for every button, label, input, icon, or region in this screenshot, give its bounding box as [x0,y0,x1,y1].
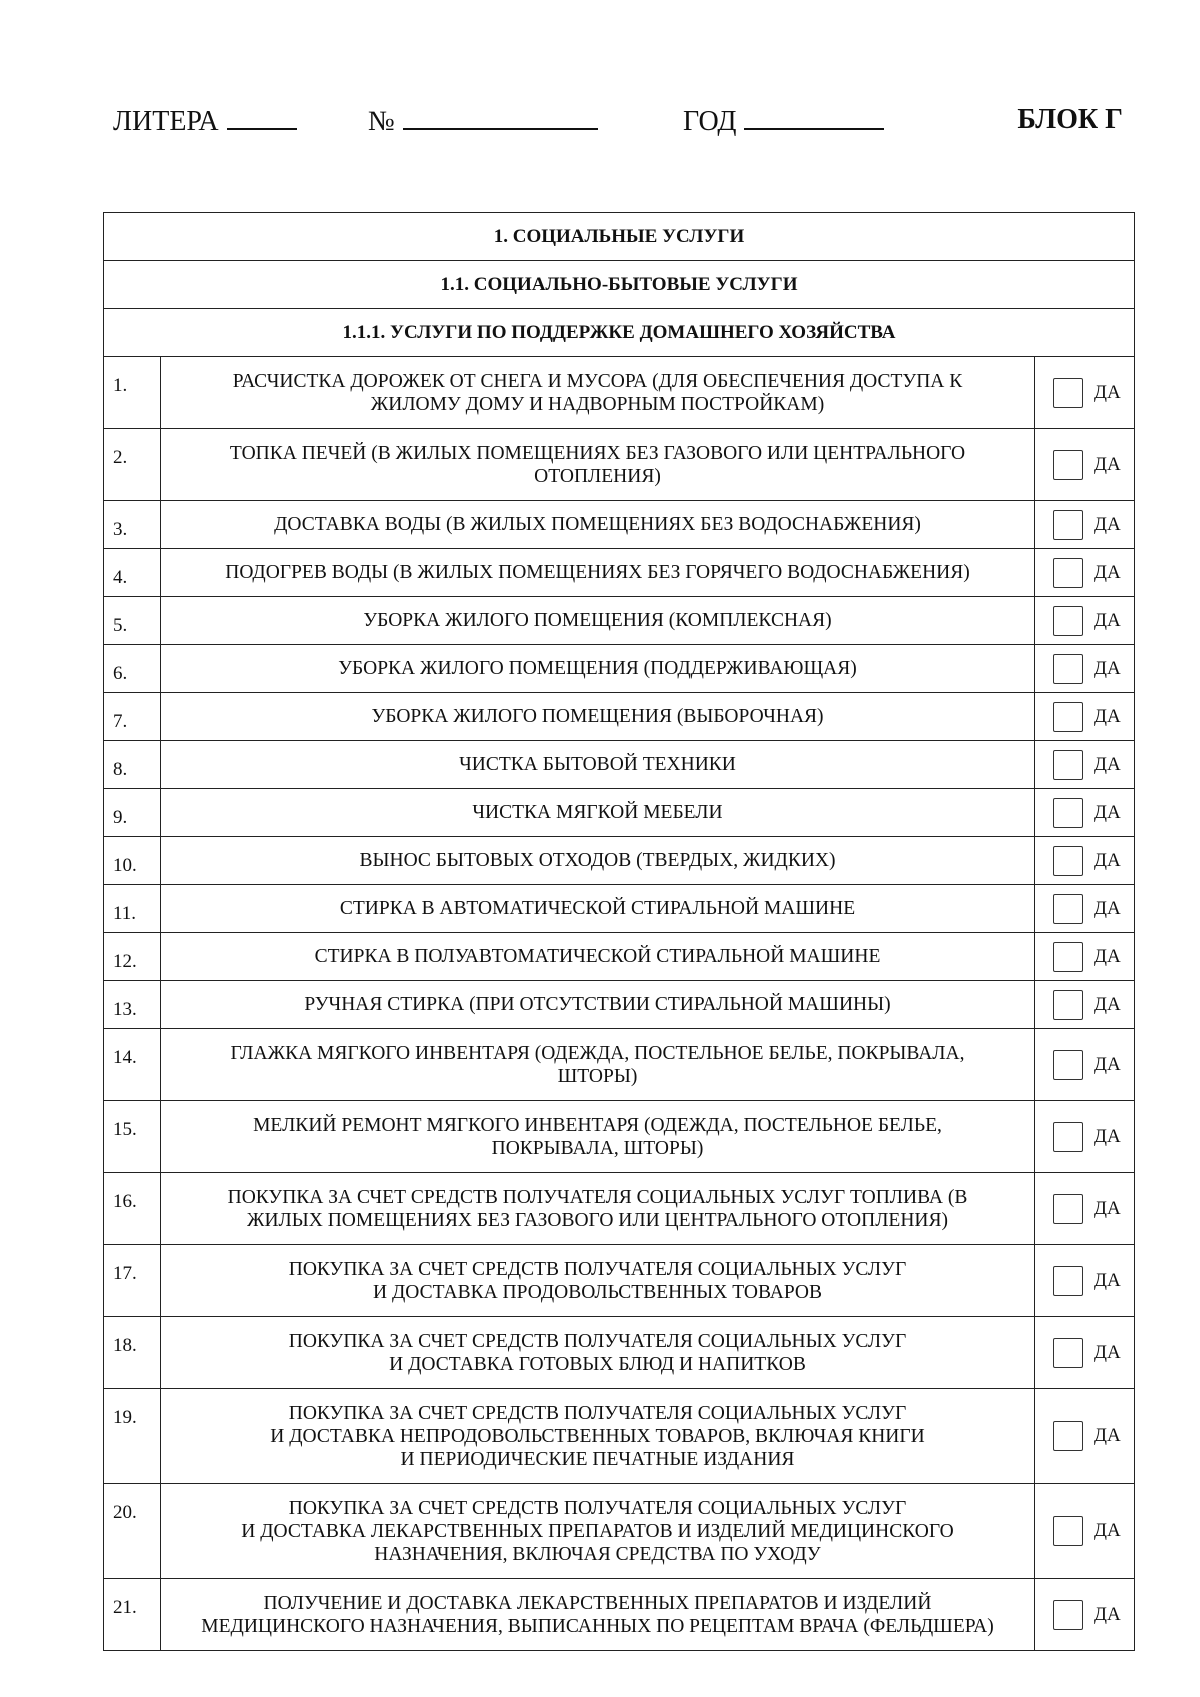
yes-label: ДА [1094,1520,1121,1541]
table-row [104,933,1135,981]
yes-checkbox[interactable] [1053,1050,1083,1080]
table-row [104,885,1135,933]
yes-option[interactable] [1035,1421,1134,1451]
yes-label: ДА [1094,801,1121,823]
yes-checkbox[interactable] [1053,702,1083,732]
table-row [104,693,1135,741]
yes-label: ДА [1094,849,1121,871]
checkbox-cell [1035,741,1135,789]
table-row [104,1317,1135,1389]
checkbox-cell [1035,1317,1135,1389]
service-description [161,645,1035,693]
table-row [104,1173,1135,1245]
description-line: И ДОСТАВКА ЛЕКАРСТВЕННЫХ ПРЕПАРАТОВ И ИЗДЕЛИЙ МЕДИЦИНСКОГО [241,1520,954,1542]
yes-checkbox[interactable] [1053,1194,1083,1224]
checkbox-cell [1035,1029,1135,1101]
checkbox-cell [1035,1389,1135,1484]
row-number: 1. [104,357,161,429]
yes-label: ДА [1094,993,1121,1015]
section-header-household-services [104,261,1135,309]
service-description [161,1317,1035,1389]
yes-option[interactable] [1035,1338,1134,1368]
service-description [161,693,1035,741]
yes-label: ДА [1094,561,1121,583]
service-description [161,837,1035,885]
yes-label: ДА [1094,1125,1121,1147]
yes-option[interactable] [1035,606,1134,636]
description-line: ШТОРЫ) [557,1065,638,1087]
yes-label: ДА [1094,1603,1121,1625]
service-description [161,549,1035,597]
row-number: 6. [104,645,161,693]
description-line: МЕЛКИЙ РЕМОНТ МЯГКОГО ИНВЕНТАРЯ (ОДЕЖДА, ПОСТЕЛЬНОЕ БЕЛЬЕ, [253,1114,942,1136]
yes-checkbox[interactable] [1053,750,1083,780]
yes-option[interactable] [1035,558,1134,588]
year-blank[interactable] [744,104,884,130]
table-row [104,981,1135,1029]
row-number: 5. [104,597,161,645]
yes-checkbox[interactable] [1053,1516,1083,1546]
year-field [683,104,884,138]
description-line: УБОРКА ЖИЛОГО ПОМЕЩЕНИЯ (КОМПЛЕКСНАЯ) [363,610,832,631]
yes-label: ДА [1094,1341,1121,1363]
description-line: ТОПКА ПЕЧЕЙ (В ЖИЛЫХ ПОМЕЩЕНИЯХ БЕЗ ГАЗОВОГО ИЛИ ЦЕНТРАЛЬНОГО [229,442,966,464]
yes-option[interactable] [1035,1122,1134,1152]
description-line: И ДОСТАВКА ПРОДОВОЛЬСТВЕННЫХ ТОВАРОВ [372,1281,823,1303]
yes-label: ДА [1094,381,1121,403]
yes-option[interactable] [1035,654,1134,684]
yes-option[interactable] [1035,846,1134,876]
yes-checkbox[interactable] [1053,654,1083,684]
yes-option[interactable] [1035,702,1134,732]
description-line: СТИРКА В ПОЛУАВТОМАТИЧЕСКОЙ СТИРАЛЬНОЙ МАШИНЕ [314,946,881,967]
yes-label: ДА [1094,453,1121,475]
description-line: ГЛАЖКА МЯГКОГО ИНВЕНТАРЯ (ОДЕЖДА, ПОСТЕЛЬНОЕ БЕЛЬЕ, ПОКРЫВАЛА, [230,1042,965,1064]
form-header [113,104,1123,148]
yes-checkbox[interactable] [1053,606,1083,636]
yes-checkbox[interactable] [1053,510,1083,540]
description-line: НАЗНАЧЕНИЯ, ВКЛЮЧАЯ СРЕДСТВА ПО УХОДУ [374,1543,821,1565]
litera-label: ЛИТЕРА [113,106,219,137]
service-description [161,981,1035,1029]
yes-checkbox[interactable] [1053,990,1083,1020]
service-description [161,1029,1035,1101]
description-line: ВЫНОС БЫТОВЫХ ОТХОДОВ (ТВЕРДЫХ, ЖИДКИХ) [359,850,836,871]
checkbox-cell [1035,981,1135,1029]
checkbox-cell [1035,501,1135,549]
yes-checkbox[interactable] [1053,1266,1083,1296]
yes-label: ДА [1094,705,1121,727]
description-line: ПОЛУЧЕНИЕ И ДОСТАВКА ЛЕКАРСТВЕННЫХ ПРЕПАРАТОВ И ИЗДЕЛИЙ [263,1592,932,1614]
checkbox-cell [1035,1579,1135,1651]
description-line: ЖИЛЫХ ПОМЕЩЕНИЯХ БЕЗ ГАЗОВОГО ИЛИ ЦЕНТРАЛЬНОГО ОТОПЛЕНИЯ) [246,1209,948,1231]
service-description [161,429,1035,501]
number-label: № [368,106,395,137]
table-row [104,1029,1135,1101]
checkbox-cell [1035,789,1135,837]
services-table [103,212,1135,1651]
row-number: 2. [104,429,161,501]
yes-checkbox[interactable] [1053,1338,1083,1368]
table-row [104,1245,1135,1317]
yes-checkbox[interactable] [1053,942,1083,972]
service-description [161,741,1035,789]
description-line: И ПЕРИОДИЧЕСКИЕ ПЕЧАТНЫЕ ИЗДАНИЯ [400,1448,795,1470]
row-number: 17. [104,1245,161,1317]
table-row [104,501,1135,549]
yes-option[interactable] [1035,450,1134,480]
description-line: ПОКУПКА ЗА СЧЕТ СРЕДСТВ ПОЛУЧАТЕЛЯ СОЦИАЛЬНЫХ УСЛУГ [288,1402,907,1424]
service-description [161,597,1035,645]
description-line: И ДОСТАВКА ГОТОВЫХ БЛЮД И НАПИТКОВ [389,1353,806,1375]
service-description [161,885,1035,933]
yes-option[interactable] [1035,1516,1134,1546]
checkbox-cell [1035,1484,1135,1579]
description-line: ЧИСТКА БЫТОВОЙ ТЕХНИКИ [459,754,736,775]
checkbox-cell [1035,357,1135,429]
row-number: 20. [104,1484,161,1579]
description-line: И ДОСТАВКА НЕПРОДОВОЛЬСТВЕННЫХ ТОВАРОВ, ВКЛЮЧАЯ КНИГИ [270,1425,925,1447]
year-label: ГОД [683,106,737,137]
yes-option[interactable] [1035,798,1134,828]
table-row [104,597,1135,645]
description-line: ПОКУПКА ЗА СЧЕТ СРЕДСТВ ПОЛУЧАТЕЛЯ СОЦИАЛЬНЫХ УСЛУГ [288,1497,907,1519]
checkbox-cell [1035,549,1135,597]
checkbox-cell [1035,1101,1135,1173]
service-description [161,1101,1035,1173]
yes-label: ДА [1094,945,1121,967]
description-line: ПОКРЫВАЛА, ШТОРЫ) [491,1137,704,1159]
service-description [161,933,1035,981]
table-row [104,837,1135,885]
row-number: 18. [104,1317,161,1389]
row-number: 8. [104,741,161,789]
yes-checkbox[interactable] [1053,798,1083,828]
section-header-social-services [104,213,1135,261]
description-line: МЕДИЦИНСКОГО НАЗНАЧЕНИЯ, ВЫПИСАННЫХ ПО РЕЦЕПТАМ ВРАЧА (ФЕЛЬДШЕРА) [201,1615,994,1637]
service-description [161,1484,1035,1579]
service-description [161,501,1035,549]
table-row [104,1101,1135,1173]
yes-checkbox[interactable] [1053,558,1083,588]
yes-checkbox[interactable] [1053,1122,1083,1152]
row-number: 16. [104,1173,161,1245]
description-line: РАСЧИСТКА ДОРОЖЕК ОТ СНЕГА И МУСОРА (ДЛЯ ОБЕСПЕЧЕНИЯ ДОСТУПА К [232,370,963,392]
yes-checkbox[interactable] [1053,450,1083,480]
number-blank[interactable] [403,104,598,130]
yes-checkbox[interactable] [1053,378,1083,408]
section-title: 1.1. СОЦИАЛЬНО-БЫТОВЫЕ УСЛУГИ [104,261,1135,309]
yes-option[interactable] [1035,1050,1134,1080]
yes-option[interactable] [1035,942,1134,972]
service-description [161,1579,1035,1651]
section-header-housekeeping-support [104,309,1135,357]
description-line: ЖИЛОМУ ДОМУ И НАДВОРНЫМ ПОСТРОЙКАМ) [370,393,825,415]
table-row [104,1484,1135,1579]
row-number: 11. [104,885,161,933]
description-line: ПОДОГРЕВ ВОДЫ (В ЖИЛЫХ ПОМЕЩЕНИЯХ БЕЗ ГОРЯЧЕГО ВОДОСНАБЖЕНИЯ) [225,562,970,583]
yes-checkbox[interactable] [1053,1600,1083,1630]
yes-option[interactable] [1035,894,1134,924]
service-description [161,357,1035,429]
row-number: 3. [104,501,161,549]
table-row [104,741,1135,789]
row-number: 4. [104,549,161,597]
description-line: ПОКУПКА ЗА СЧЕТ СРЕДСТВ ПОЛУЧАТЕЛЯ СОЦИАЛЬНЫХ УСЛУГ [288,1330,907,1352]
yes-option[interactable] [1035,1266,1134,1296]
description-line: СТИРКА В АВТОМАТИЧЕСКОЙ СТИРАЛЬНОЙ МАШИНЕ [339,898,856,919]
yes-label: ДА [1094,1197,1121,1219]
row-number: 19. [104,1389,161,1484]
service-description [161,1245,1035,1317]
yes-label: ДА [1094,897,1121,919]
yes-checkbox[interactable] [1053,1421,1083,1451]
checkbox-cell [1035,885,1135,933]
row-number: 13. [104,981,161,1029]
row-number: 12. [104,933,161,981]
checkbox-cell [1035,429,1135,501]
yes-label: ДА [1094,1269,1121,1291]
checkbox-cell [1035,837,1135,885]
checkbox-cell [1035,933,1135,981]
litera-blank[interactable] [227,104,297,130]
table-row [104,1579,1135,1651]
description-line: ПОКУПКА ЗА СЧЕТ СРЕДСТВ ПОЛУЧАТЕЛЯ СОЦИАЛЬНЫХ УСЛУГ [288,1258,907,1280]
description-line: ОТОПЛЕНИЯ) [534,465,661,487]
service-description [161,789,1035,837]
yes-option[interactable] [1035,1600,1134,1630]
yes-option[interactable] [1035,510,1134,540]
yes-option[interactable] [1035,1194,1134,1224]
description-line: ДОСТАВКА ВОДЫ (В ЖИЛЫХ ПОМЕЩЕНИЯХ БЕЗ ВОДОСНАБЖЕНИЯ) [274,514,921,535]
yes-label: ДА [1094,513,1121,535]
table-row [104,1389,1135,1484]
service-description [161,1173,1035,1245]
service-description [161,1389,1035,1484]
checkbox-cell [1035,693,1135,741]
checkbox-cell [1035,597,1135,645]
table-row [104,357,1135,429]
yes-option[interactable] [1035,378,1134,408]
description-line: УБОРКА ЖИЛОГО ПОМЕЩЕНИЯ (ВЫБОРОЧНАЯ) [371,706,824,727]
yes-label: ДА [1094,1053,1121,1075]
table-row [104,429,1135,501]
table-row [104,645,1135,693]
row-number: 15. [104,1101,161,1173]
yes-label: ДА [1094,609,1121,631]
yes-option[interactable] [1035,750,1134,780]
checkbox-cell [1035,1245,1135,1317]
description-line: ПОКУПКА ЗА СЧЕТ СРЕДСТВ ПОЛУЧАТЕЛЯ СОЦИАЛЬНЫХ УСЛУГ ТОПЛИВА (В [227,1186,968,1208]
litera-field [113,104,297,138]
description-line: УБОРКА ЖИЛОГО ПОМЕЩЕНИЯ (ПОДДЕРЖИВАЮЩАЯ) [338,658,857,679]
section-title: 1.1.1. УСЛУГИ ПО ПОДДЕРЖКЕ ДОМАШНЕГО ХОЗЯЙСТВА [104,309,1135,357]
yes-option[interactable] [1035,990,1134,1020]
number-field [368,104,598,138]
description-line: ЧИСТКА МЯГКОЙ МЕБЕЛИ [472,802,723,823]
yes-label: ДА [1094,753,1121,775]
yes-checkbox[interactable] [1053,846,1083,876]
checkbox-cell [1035,1173,1135,1245]
block-label: БЛОК Г [1017,104,1123,135]
row-number: 9. [104,789,161,837]
checkbox-cell [1035,645,1135,693]
row-number: 14. [104,1029,161,1101]
row-number: 7. [104,693,161,741]
yes-label: ДА [1094,657,1121,679]
row-number: 21. [104,1579,161,1651]
table-row [104,789,1135,837]
description-line: РУЧНАЯ СТИРКА (ПРИ ОТСУТСТВИИ СТИРАЛЬНОЙ МАШИНЫ) [304,994,891,1015]
yes-checkbox[interactable] [1053,894,1083,924]
yes-label: ДА [1094,1425,1121,1446]
table-row [104,549,1135,597]
row-number: 10. [104,837,161,885]
section-title: 1. СОЦИАЛЬНЫЕ УСЛУГИ [104,213,1135,261]
